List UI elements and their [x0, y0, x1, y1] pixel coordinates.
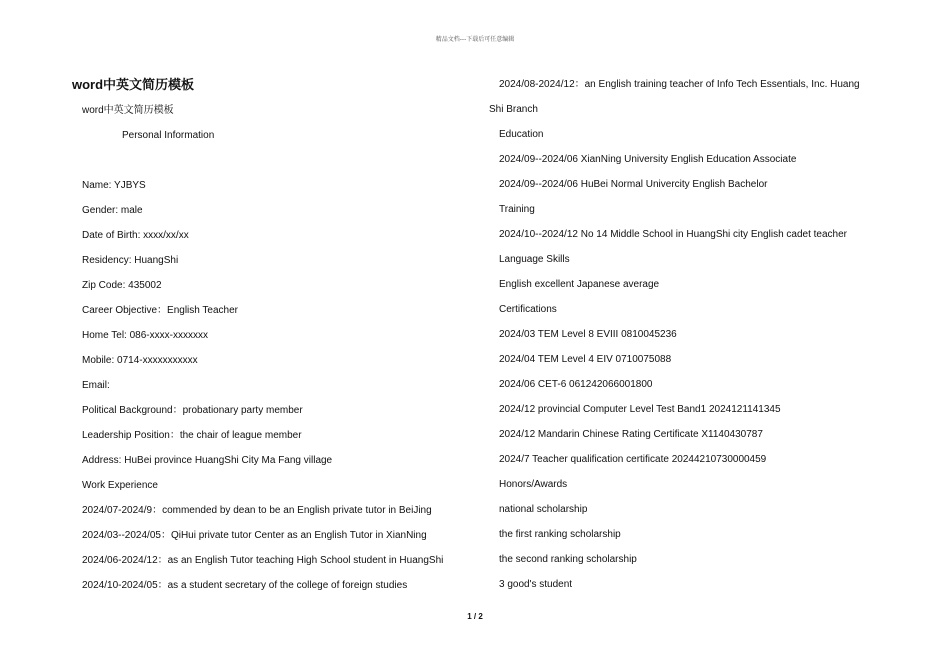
resume-line: 2024/09--2024/06 XianNing University English Education Associate	[499, 154, 797, 165]
resume-line: Address: HuBei province HuangShi City Ma Fang village	[82, 455, 333, 466]
resume-line: 2024/07-2024/9：commended by dean to be an English private tutor in BeiJing	[82, 505, 432, 516]
resume-line: Gender: male	[82, 205, 143, 216]
resume-line: Home Tel: 086-xxxx-xxxxxxx	[82, 330, 208, 341]
resume-line: 2024/7 Teacher qualification certificate 20244210730000459	[499, 454, 767, 465]
resume-line: the first ranking scholarship	[499, 529, 621, 540]
resume-line: Mobile: 0714-xxxxxxxxxxx	[82, 355, 198, 366]
document-title: word中英文简历模板	[72, 77, 195, 92]
resume-line: 2024/10--2024/12 No 14 Middle School in HuangShi city English cadet teacher	[499, 229, 847, 240]
resume-line: Education	[499, 129, 544, 140]
resume-line: 3 good's student	[499, 579, 573, 590]
resume-line: Career Objective：English Teacher	[82, 305, 239, 316]
resume-line: Shi Branch	[489, 104, 538, 115]
resume-line: national scholarship	[499, 504, 588, 515]
resume-line: Residency: HuangShi	[82, 255, 179, 266]
resume-line: Date of Birth: xxxx/xx/xx	[82, 230, 189, 241]
resume-line: Leadership Position：the chair of league member	[82, 430, 302, 441]
page-header: 精品文档---下载后可任意编辑	[435, 36, 515, 43]
resume-line: 2024/08-2024/12：an English training teacher of Info Tech Essentials, Inc. Huang	[499, 79, 860, 90]
resume-line: Personal Information	[122, 130, 215, 141]
resume-line: 2024/03 TEM Level 8 EVIII 0810045236	[499, 329, 677, 340]
resume-line: 2024/12 provincial Computer Level Test Band1 2024121141345	[499, 404, 781, 415]
resume-line: 2024/10-2024/05：as a student secretary of the college of foreign studies	[82, 580, 408, 591]
resume-line: Zip Code: 435002	[82, 280, 162, 291]
resume-line: 2024/04 TEM Level 4 EIV 0710075088	[499, 354, 672, 365]
resume-line: 2024/06 CET-6 061242066001800	[499, 379, 653, 390]
resume-line: Certifications	[499, 304, 557, 315]
resume-line: the second ranking scholarship	[499, 554, 637, 565]
page-number: 1 / 2	[467, 612, 483, 621]
resume-line: Honors/Awards	[499, 479, 568, 490]
resume-line: Political Background：probationary party member	[82, 405, 303, 416]
resume-line: Work Experience	[82, 480, 158, 491]
resume-line: 2024/09--2024/06 HuBei Normal Univercity English Bachelor	[499, 179, 768, 190]
resume-line: Language Skills	[499, 254, 570, 265]
resume-line: Training	[499, 204, 535, 215]
resume-line: English excellent Japanese average	[499, 279, 660, 290]
resume-line: 2024/03--2024/05：QiHui private tutor Center as an English Tutor in XianNing	[82, 530, 427, 541]
resume-line: Email:	[82, 380, 110, 391]
resume-line: 2024/12 Mandarin Chinese Rating Certificate X1140430787	[499, 429, 763, 440]
resume-line: 2024/06-2024/12：as an English Tutor teaching High School student in HuangShi	[82, 555, 444, 566]
resume-line: word中英文简历模板	[82, 105, 174, 116]
resume-line: Name: YJBYS	[82, 180, 146, 191]
